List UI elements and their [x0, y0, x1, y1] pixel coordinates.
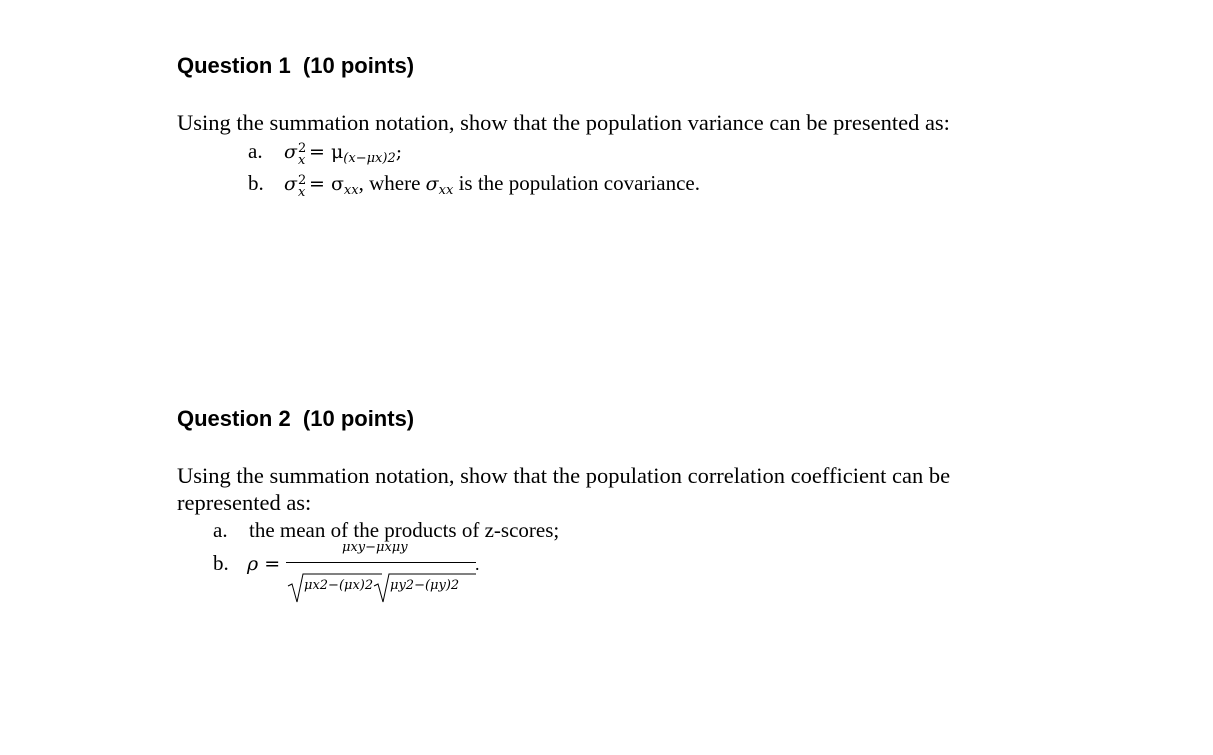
- fraction-denominator: [286, 568, 482, 608]
- item-b-label: b.: [213, 551, 229, 575]
- question-2-prompt-line-1: Using the summation notation, show that the population correlation coefficient can be: [177, 463, 951, 488]
- variance-equation-a: σ 2 x = $\mu_{(x-\mu x)2}$;: [284, 141, 403, 168]
- fraction-bar: [286, 562, 476, 563]
- item-a-label: a.: [213, 518, 228, 542]
- question-1-item-a: [248, 138, 402, 172]
- item-b-label: b.: [248, 171, 264, 195]
- item-a-text: the mean of the products of z-scores;: [249, 518, 560, 542]
- question-2-item-b: [213, 550, 280, 577]
- question-1-heading: Question 1 (10 points): [177, 53, 415, 78]
- question-2-heading: Question 2 (10 points): [177, 406, 415, 431]
- question-2-prompt-line-2: represented as:: [177, 490, 312, 515]
- fraction-numerator: μxy−μxμy: [342, 540, 408, 555]
- rho-symbol: ρ =: [247, 553, 281, 575]
- question-1-prompt: Using the summation notation, show that the population variance can be presented as:: [177, 110, 950, 135]
- denominator-right: μy2−(μy)2: [390, 578, 460, 593]
- question-1-item-b: b. σ 2 x = $\sigma_{xx}$, where $\sigma_{xx}$ is the population covariance.: [248, 171, 700, 200]
- variance-equation-b: σ 2 x = $\sigma_{xx}$: [284, 173, 359, 200]
- item-a-label: a.: [248, 139, 263, 163]
- denominator-left: μx2−(μx)2: [304, 578, 374, 593]
- correlation-fraction: μxy−μxμy μx2−(μx)2 μy2−(μy)2 .: [286, 540, 482, 610]
